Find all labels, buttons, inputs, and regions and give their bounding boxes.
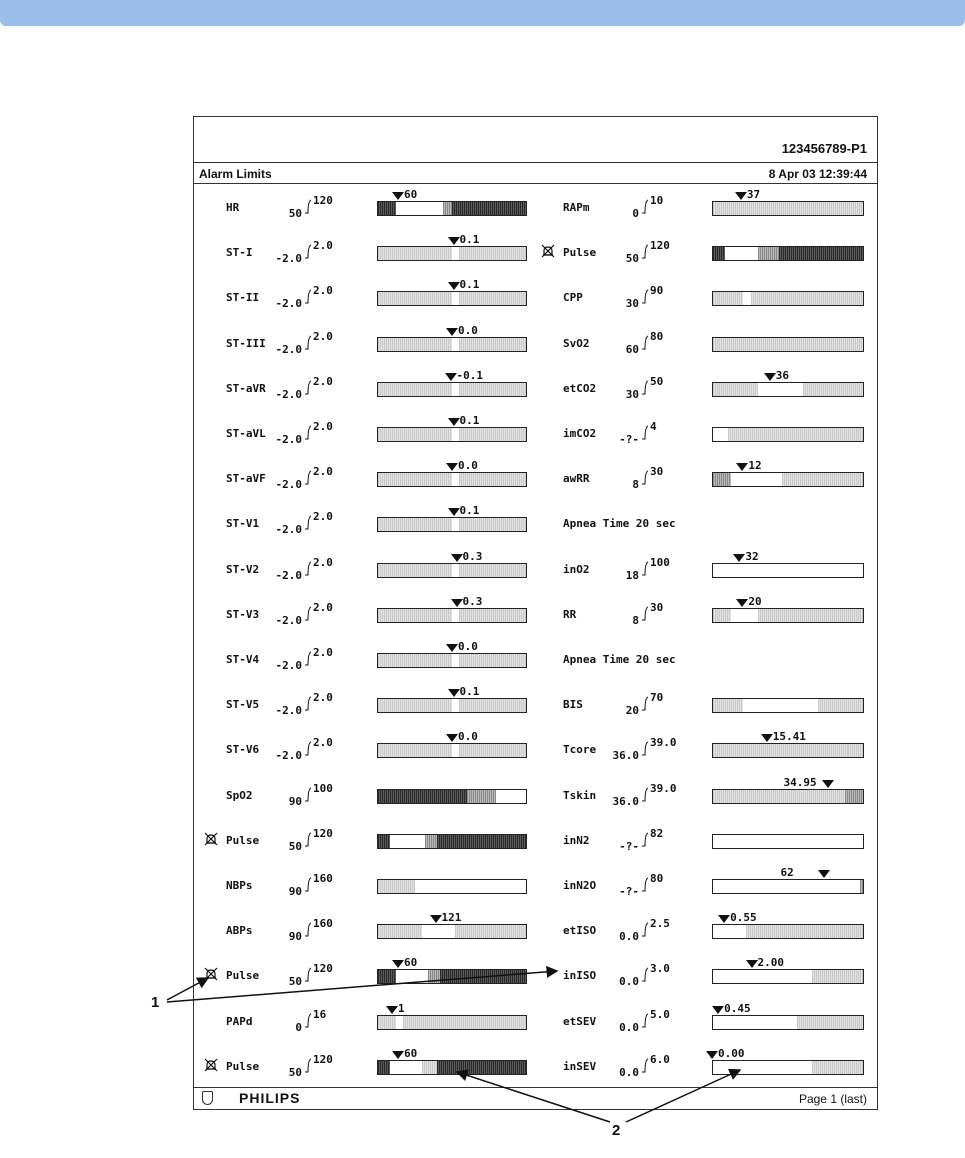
high-limit: 6.0	[650, 1052, 670, 1066]
parameter-label: ST-V5	[226, 698, 260, 712]
parameter-label: ST-II	[226, 291, 260, 305]
low-limit: -2.0	[275, 478, 302, 492]
low-limit: -2.0	[275, 568, 302, 582]
current-value: 2.00	[757, 956, 785, 970]
current-value: -0.1	[456, 368, 483, 382]
high-limit: 2.0	[313, 374, 333, 388]
low-limit: 50	[288, 975, 302, 989]
current-value: 0.45	[724, 1001, 751, 1015]
high-limit: 120	[313, 962, 333, 976]
patient-id: 123456789-P1	[781, 141, 867, 156]
current-value: 15.41	[772, 730, 806, 744]
parameter-label: ST-V6	[226, 743, 260, 757]
parameter-label: inSEV	[563, 1059, 597, 1073]
high-limit: 2.5	[650, 917, 670, 931]
callout-2-arrow-right	[626, 1070, 740, 1122]
low-limit: 60	[625, 342, 639, 356]
high-limit: 120	[313, 194, 333, 207]
low-limit: 0.0	[619, 975, 639, 989]
parameter-label: HR	[226, 201, 240, 214]
low-limit: -2.0	[275, 613, 302, 627]
low-limit: -2.0	[275, 523, 302, 537]
parameter-label: ST-V2	[226, 562, 260, 576]
current-value: 0.0	[458, 640, 478, 653]
low-limit: 8	[632, 478, 639, 492]
low-limit: -2.0	[275, 704, 302, 718]
parameter-label: ABPs	[226, 924, 253, 938]
high-limit: 120	[313, 1052, 333, 1066]
high-limit: 2.0	[313, 420, 333, 433]
parameter-label: inN2O	[563, 879, 597, 892]
parameter-label: Tskin	[563, 788, 597, 802]
low-limit: -2.0	[275, 297, 302, 311]
high-limit: 3.0	[650, 962, 670, 976]
parameter-label: Pulse	[563, 246, 597, 260]
current-value: 20	[748, 594, 762, 608]
parameter-label: awRR	[563, 472, 590, 486]
low-limit: 50	[288, 1065, 302, 1079]
high-limit: 10	[650, 194, 664, 207]
current-value: 0.1	[459, 504, 480, 518]
parameter-label: imCO2	[563, 427, 597, 440]
high-limit: 160	[313, 872, 333, 885]
low-limit: 50	[288, 207, 302, 220]
parameter-label: Pulse	[226, 833, 260, 847]
report-title: Alarm Limits	[199, 167, 272, 181]
low-limit: 36.0	[612, 794, 639, 808]
high-limit: 5.0	[650, 1007, 670, 1021]
current-value: 37	[746, 188, 761, 201]
parameter-label: RR	[563, 607, 577, 621]
current-value: 0.0	[458, 459, 478, 473]
callout-1-arrow-right	[167, 971, 557, 1002]
high-limit: 30	[650, 465, 664, 479]
parameter-label: ST-I	[226, 246, 253, 260]
page-indicator: Page 1 (last)	[798, 1092, 867, 1106]
low-limit: -2.0	[275, 252, 302, 266]
high-limit: 80	[650, 329, 664, 343]
high-limit: 2.0	[313, 600, 333, 614]
low-limit: 0	[632, 207, 639, 220]
low-limit: 0.0	[619, 1020, 639, 1034]
high-limit: 2.0	[313, 284, 333, 298]
high-limit: 2.0	[313, 239, 333, 253]
parameter-label: etCO2	[563, 381, 597, 395]
report-date: 8 Apr 03 12:39:44	[768, 167, 867, 181]
callout-1: 1	[151, 994, 160, 1011]
low-limit: 20	[625, 704, 639, 718]
high-limit: 4	[650, 420, 657, 433]
current-value: 60	[404, 1046, 418, 1060]
parameter-label: Pulse	[226, 1059, 260, 1073]
parameter-label: inISO	[563, 969, 597, 983]
low-limit: 30	[625, 297, 639, 311]
high-limit: 50	[650, 374, 664, 388]
low-limit: 90	[288, 885, 302, 898]
high-limit: 2.0	[313, 736, 333, 750]
parameter-label: Tcore	[563, 743, 597, 757]
current-value: 0.1	[459, 278, 480, 292]
low-limit: -2.0	[275, 387, 302, 401]
parameter-label: SpO2	[226, 788, 253, 802]
high-limit: 30	[650, 600, 664, 614]
high-limit: 2.0	[313, 329, 333, 343]
low-limit: -?-	[619, 839, 639, 853]
high-limit: 90	[650, 284, 664, 298]
current-value: 32	[745, 549, 759, 563]
low-limit: 0	[295, 1020, 302, 1034]
high-limit: 2.0	[313, 510, 333, 524]
low-limit: -2.0	[275, 659, 302, 672]
callout-2: 2	[612, 1122, 621, 1139]
high-limit: 120	[650, 239, 670, 253]
low-limit: 18	[625, 568, 639, 582]
parameter-label: inO2	[563, 562, 590, 576]
current-value: 62	[780, 866, 794, 879]
high-limit: 120	[313, 826, 333, 840]
current-value: 0.0	[458, 323, 478, 337]
low-limit: 8	[632, 613, 639, 627]
parameter-label: etSEV	[563, 1014, 597, 1028]
current-value: 34.95	[783, 775, 817, 789]
current-value: 60	[404, 956, 418, 970]
parameter-label: inN2	[563, 833, 590, 847]
parameter-label: PAPd	[226, 1014, 253, 1028]
high-limit: 2.0	[313, 646, 333, 659]
parameter-label: ST-V1	[226, 517, 260, 531]
low-limit: 30	[625, 387, 639, 401]
current-value: 0.00	[718, 1046, 745, 1060]
parameter-label: ST-V4	[226, 653, 260, 666]
current-value: 60	[404, 188, 418, 201]
parameter-label: NBPs	[226, 879, 253, 892]
parameter-label: BIS	[563, 698, 583, 712]
parameter-label: RAPm	[563, 201, 590, 214]
high-limit: 82	[650, 826, 664, 840]
low-limit: -2.0	[275, 342, 302, 356]
high-limit: 100	[313, 781, 333, 795]
high-limit: 39.0	[650, 736, 677, 750]
parameter-label: Pulse	[226, 969, 260, 983]
parameter-label: ST-V3	[226, 607, 260, 621]
low-limit: 50	[288, 839, 302, 853]
low-limit: -2.0	[275, 433, 302, 446]
high-limit: 160	[313, 917, 333, 931]
low-limit: 0.0	[619, 1065, 639, 1079]
low-limit: 0.0	[619, 930, 639, 944]
brand-name: PHILIPS	[239, 1090, 301, 1106]
high-limit: 2.0	[313, 555, 333, 569]
high-limit: 80	[650, 872, 664, 885]
current-value: 36	[775, 368, 789, 382]
parameter-label: CPP	[563, 291, 583, 305]
low-limit: 36.0	[612, 749, 639, 763]
parameter-label: ST-III	[226, 336, 266, 350]
low-limit: 90	[288, 930, 302, 944]
current-value: 12	[748, 459, 762, 473]
high-limit: 2.0	[313, 691, 333, 705]
low-limit: -?-	[619, 433, 639, 446]
parameter-label: ST-aVF	[226, 472, 266, 486]
callout-1-arrow-left	[167, 978, 208, 1000]
current-value: 1	[398, 1001, 405, 1015]
current-value: 0.1	[459, 685, 480, 699]
current-value: 0.3	[462, 549, 483, 563]
high-limit: 2.0	[313, 465, 333, 479]
high-limit: 16	[313, 1007, 327, 1021]
high-limit: 39.0	[650, 781, 677, 795]
callout-2-arrow-left	[457, 1072, 610, 1122]
low-limit: 50	[625, 252, 639, 266]
low-limit: 90	[288, 794, 302, 808]
high-limit: 70	[650, 691, 664, 705]
parameter-label: SvO2	[563, 336, 590, 350]
low-limit: -?-	[619, 885, 639, 898]
current-value: 0.1	[459, 233, 480, 247]
parameter-label: Apnea Time 20 sec	[563, 517, 676, 531]
parameter-label: etISO	[563, 924, 597, 938]
parameter-label: ST-aVR	[226, 381, 266, 395]
high-limit: 100	[650, 555, 670, 569]
parameter-label: ST-aVL	[226, 427, 266, 440]
parameter-label: Apnea Time 20 sec	[563, 653, 676, 666]
current-value: 0.1	[459, 414, 480, 427]
current-value: 0.3	[462, 594, 483, 608]
current-value: 0.55	[730, 911, 757, 925]
low-limit: -2.0	[275, 749, 302, 763]
current-value: 121	[441, 911, 462, 925]
current-value: 0.0	[458, 730, 478, 744]
